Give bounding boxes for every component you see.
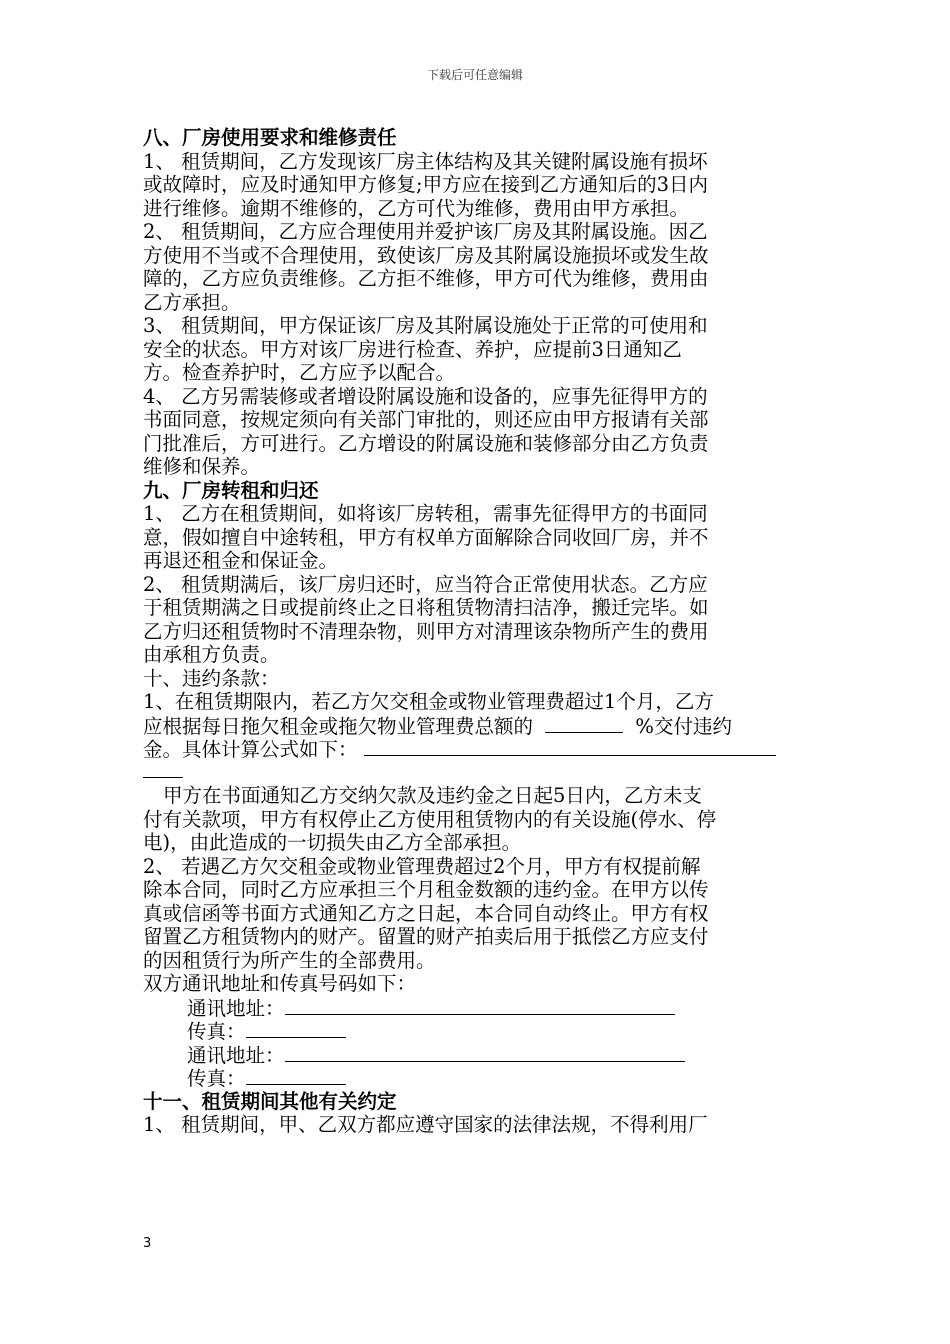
s10-p2-l2: 除本合同，同时乙方应承担三个月租金数额的违约金。在甲方以传 <box>143 878 709 901</box>
section-10-title: 十、违约条款： <box>143 666 280 690</box>
s8-p2-l1: 2、 租赁期间，乙方应合理使用并爱护该厂房及其附属设施。因乙 <box>143 220 708 243</box>
s8-p4-l1: 4、 乙方另需装修或者增设附属设施和设备的，应事先征得甲方的 <box>143 384 708 408</box>
s10-p1-l2-text: 应根据每日拖欠租金或拖欠物业管理费总额的 <box>143 714 534 738</box>
s10-cont-l2: 付有关款项，甲方有权停止乙方使用租赁物内的有关设施(停水、停 <box>143 807 717 831</box>
s9-p1-l3: 再退还租金和保证金。 <box>143 549 339 572</box>
fax-line-1 <box>143 1019 803 1043</box>
fax-line-2 <box>143 1066 803 1090</box>
s8-p3-l3: 方。检查养护时，乙方应予以配合。 <box>143 361 456 384</box>
s8-p2-l3: 障的，乙方应负责维修。乙方拒不维修，甲方可代为维修，费用由 <box>143 267 709 290</box>
s10-p2-l3: 真或信函等书面方式通知乙方之日起，本合同自动终止。甲方有权 <box>143 901 709 925</box>
s9-p2-l1: 2、 租赁期满后，该厂房归还时，应当符合正常使用状态。乙方应 <box>143 572 708 596</box>
s10-p1-l2 <box>143 714 803 738</box>
fax-label: 传真： <box>187 1067 246 1090</box>
formula-blank-continued[interactable] <box>143 759 183 778</box>
s9-p1-l1: 1、 乙方在租赁期间，如将该厂房转租，需事先征得甲方的书面同 <box>143 502 708 525</box>
s10-p1-l1: 1、在租赁期限内，若乙方欠交租金或物业管理费超过1个月，乙方 <box>143 690 714 713</box>
page-header: 下载后可任意编辑 <box>426 68 523 82</box>
s8-p4-l2: 书面同意，按规定须向有关部门审批的，则还应由甲方报请有关部 <box>143 408 709 431</box>
s10-p2-l1: 2、 若遇乙方欠交租金或物业管理费超过2个月，甲方有权提前解 <box>143 854 701 878</box>
s9-p1-l2: 意，假如擅自中途转租，甲方有权单方面解除合同收回厂房，并不 <box>143 525 709 549</box>
s10-cont-l1: 甲方在书面通知乙方交纳欠款及违约金之日起5日内，乙方未支 <box>163 784 702 807</box>
penalty-percent-blank[interactable] <box>545 714 623 733</box>
s9-p2-l4: 由承租方负责。 <box>143 643 280 666</box>
s8-p3-l1: 3、 租赁期间，甲方保证该厂房及其附属设施处于正常的可使用和 <box>143 314 708 337</box>
address-line-1 <box>143 996 803 1020</box>
s8-p1-l2: 或故障时，应及时通知甲方修复;甲方应在接到乙方通知后的3日内 <box>143 173 708 196</box>
fax-blank-2[interactable] <box>246 1066 346 1085</box>
s8-p1-l3: 进行维修。逾期不维修的，乙方可代为维修，费用由甲方承担。 <box>143 196 690 220</box>
fax-label: 传真： <box>187 1020 246 1043</box>
s10-formula-continuation <box>143 761 803 785</box>
address-blank-2[interactable] <box>285 1043 685 1062</box>
s8-p4-l4: 维修和保养。 <box>143 455 261 478</box>
s10-p2-l4: 留置乙方租赁物内的财产。留置的财产拍卖后用于抵偿乙方应支付 <box>143 925 709 948</box>
s8-p2-l2: 方使用不当或不合理使用，致使该厂房及其附属设施损坏或发生故 <box>143 243 709 267</box>
page-number: 3 <box>143 1236 152 1251</box>
s9-p2-l2: 于租赁期满之日或提前终止之日将租赁物清扫洁净，搬迁完毕。如 <box>143 596 709 619</box>
section-9-title: 九、厂房转租和归还 <box>143 478 319 502</box>
fax-blank-1[interactable] <box>246 1019 346 1038</box>
s8-p3-l2: 安全的状态。甲方对该厂房进行检查、养护，应提前3日通知乙 <box>143 337 682 361</box>
document-body <box>143 126 803 1137</box>
s10-cont-l3: 电)，由此造成的一切损失由乙方全部承担。 <box>143 831 522 854</box>
s8-p2-l4: 乙方承担。 <box>143 290 241 314</box>
address-label: 通讯地址： <box>187 996 285 1020</box>
s11-p1-l1: 1、 租赁期间，甲、乙双方都应遵守国家的法律法规，不得利用厂 <box>143 1113 708 1136</box>
section-11-title: 十一、租赁期间其他有关约定 <box>143 1089 397 1113</box>
formula-blank[interactable] <box>364 737 776 756</box>
s10-p1-l2-suffix: %交付违约 <box>635 714 732 738</box>
s8-p4-l3: 门批准后，方可进行。乙方增设的附属设施和装修部分由乙方负责 <box>143 431 709 455</box>
address-label: 通讯地址： <box>187 1043 285 1067</box>
s8-p1-l1: 1、 租赁期间，乙方发现该厂房主体结构及其关键附属设施有损坏 <box>143 149 708 173</box>
s9-p2-l3: 乙方归还租赁物时不清理杂物，则甲方对清理该杂物所产生的费用 <box>143 619 709 643</box>
address-line-2 <box>143 1043 803 1067</box>
section-8-title: 八、厂房使用要求和维修责任 <box>143 126 397 149</box>
contact-intro: 双方通讯地址和传真号码如下： <box>143 972 417 995</box>
s10-formula-label: 金。具体计算公式如下： <box>143 738 358 761</box>
s10-p1-l3 <box>143 737 803 761</box>
s10-p2-l5: 的因租赁行为所产生的全部费用。 <box>143 948 436 972</box>
address-blank-1[interactable] <box>285 996 675 1015</box>
